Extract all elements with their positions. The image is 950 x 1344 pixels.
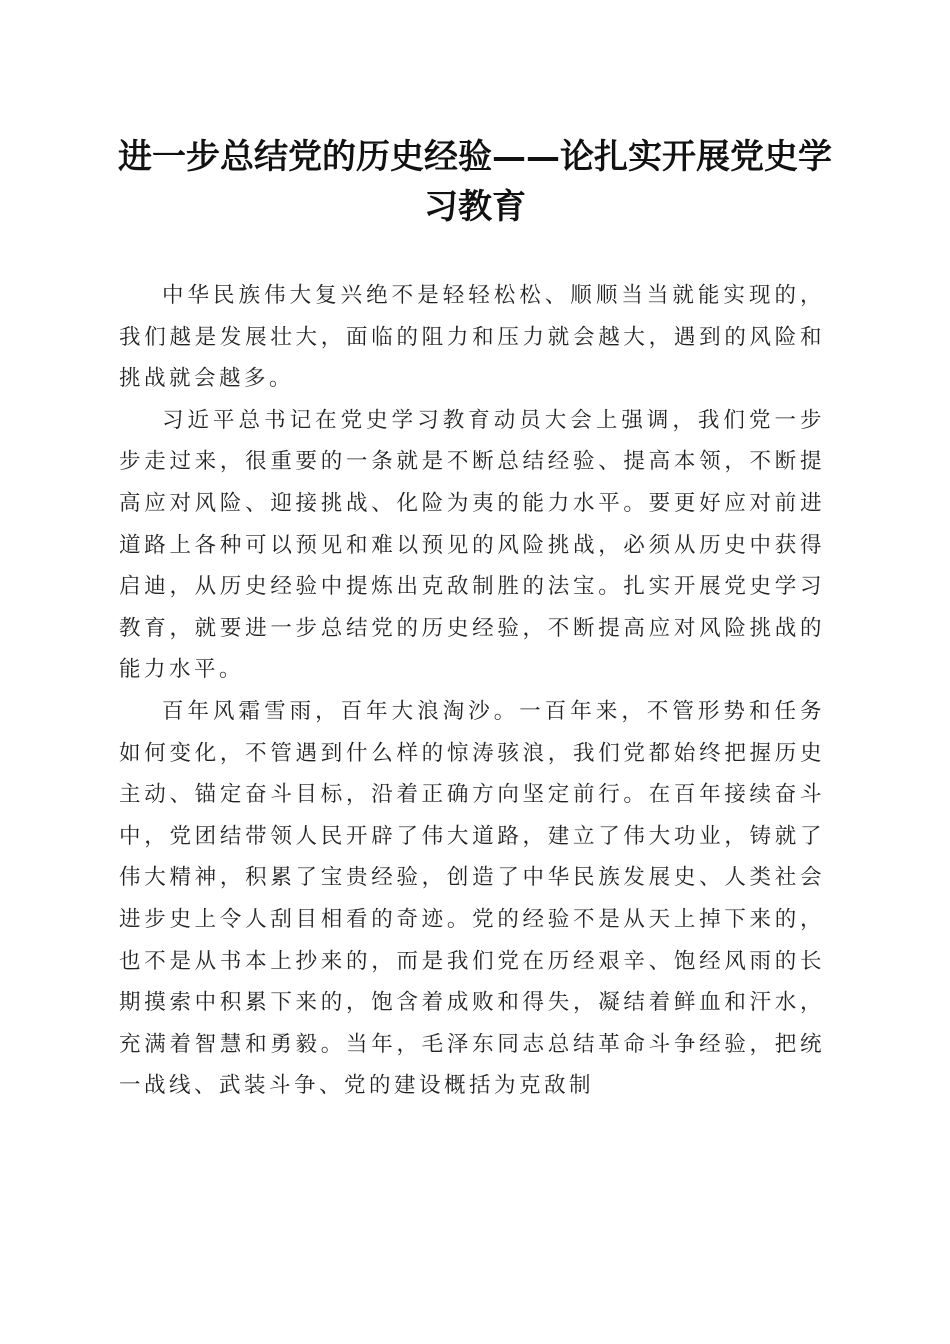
paragraph-1: 中华民族伟大复兴绝不是轻轻松松、顺顺当当就能实现的，我们越是发展壮大，面临的阻力和压力就会越大，遇到的风险和挑战就会越多。 [119, 283, 825, 392]
paragraph-3: 百年风霜雪雨，百年大浪淘沙。一百年来，不管形势和任务如何变化，不管遇到什么样的惊涛骇浪，我们党都始终把握历史主动、锚定奋斗目标，沿着正确方向坚定前行。在百年接续奋斗中，党团结带领人民开辟了伟大道路，建立了伟大功业，铸就了伟大精神，积累了宝贵经验，创造了中华民族发展史、人类社会进步史上令人刮目相看的奇迹。党的经验不是从天上掉下来的，也不是从书本上抄来的，而是我们党在历经艰辛、饱经风雨的长期摸索中积累下来的，饱含着成败和得失，凝结着鲜血和汗水，充满着智慧和勇毅。当年，毛泽东同志总结革命斗争经验，把统一战线、武装斗争、党的建设概括为克敌制 [119, 698, 825, 1099]
paragraph-2: 习近平总书记在党史学习教育动员大会上强调，我们党一步步走过来，很重要的一条就是不断总结经验、提高本领，不断提高应对风险、迎接挑战、化险为夷的能力水平。要更好应对前进道路上各种可以预见和难以预见的风险挑战，必须从历史中获得启迪，从历史经验中提炼出克敌制胜的法宝。扎实开展党史学习教育，就要进一步总结党的历史经验，不断提高应对风险挑战的能力水平。 [119, 407, 825, 683]
document-title: 进一步总结党的历史经验——论扎实开展党史学习教育 [118, 137, 832, 227]
document-body [119, 275, 825, 1107]
